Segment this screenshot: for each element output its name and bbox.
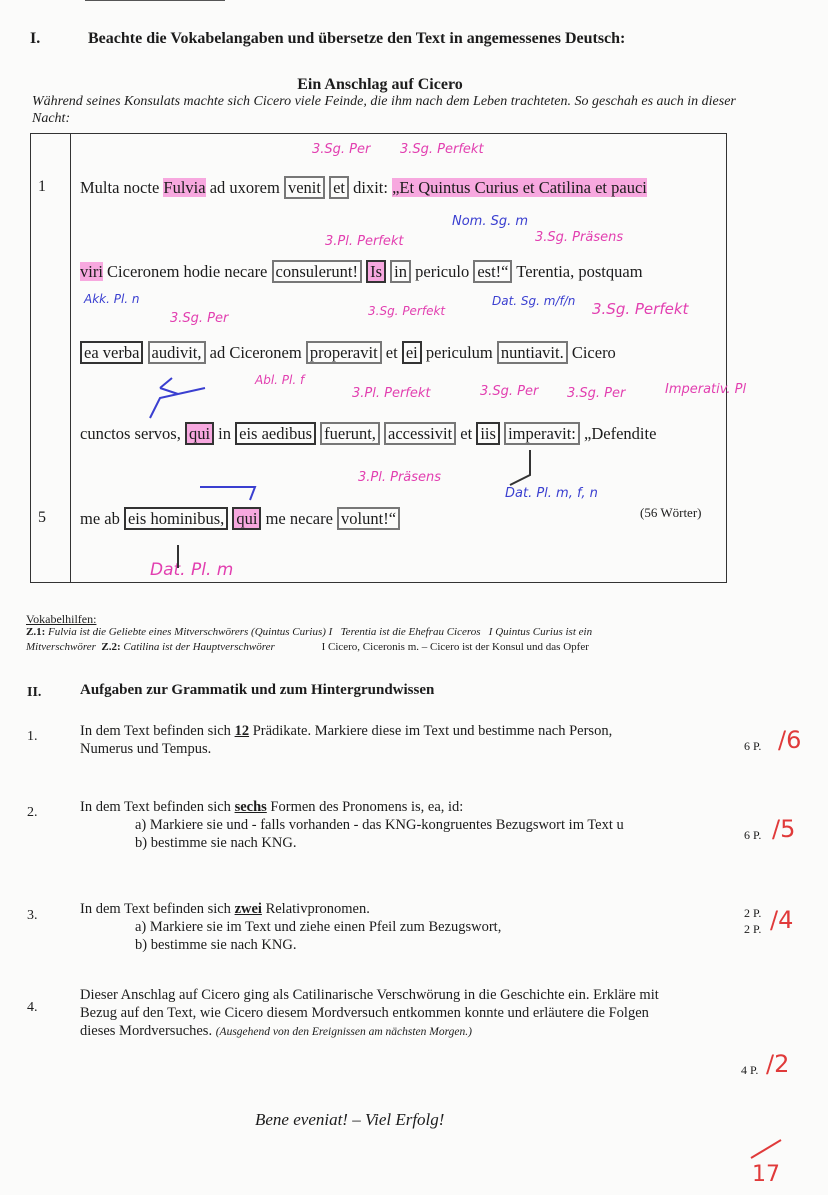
annotation: Dat. Pl. m, f, n xyxy=(505,486,598,501)
line-number-1: 1 xyxy=(38,178,46,195)
vocab-line-1: Z.1: Fulvia ist die Geliebte eines Mitverschwörers (Quintus Curius) I Terentia ist die Ehefrau Ciceros I Quintus Curius ist ein xyxy=(26,626,593,638)
task-4-points: 4 P. xyxy=(741,1063,759,1077)
section2-numeral: II. xyxy=(27,685,42,700)
annotation: 3.Sg. Per xyxy=(312,142,371,157)
relative-pronoun-qui-2: qui xyxy=(232,507,261,530)
task-2-number: 2. xyxy=(27,805,38,820)
annotation: 3.Sg. Perfekt xyxy=(592,300,689,318)
task-3: In dem Text befinden sich zwei Relativpronomen. a) Markiere sie im Text und ziehe einen Pfeil zum Bezugswort, b) bestimme sie nach KNG. xyxy=(80,901,502,953)
task-1-points: 6 P. xyxy=(744,739,762,753)
task-4: Dieser Anschlag auf Cicero ging als Catilinarische Verschwörung in die Geschichte ein. Erkläre mit Bezug auf den Text, wie Cicero diesem Mordversuch entkommen konnte und erläutere die Folgen dieses Mordversuches. (Ausgehend von den Ereignissen am nächsten Morgen.) xyxy=(80,987,659,1039)
predicate-volunt: volunt!“ xyxy=(337,507,400,530)
task-2-points: 6 P. xyxy=(744,828,762,842)
section2-heading: Aufgaben zur Grammatik und zum Hintergrundwissen xyxy=(80,682,435,698)
pronoun-ei: ei xyxy=(402,341,422,364)
annotation: 3.Sg. Präsens xyxy=(535,230,624,245)
predicate-imperavit: imperavit: xyxy=(504,422,580,445)
annotation: 3.Pl. Präsens xyxy=(358,470,442,485)
annotation: 3.Pl. Perfekt xyxy=(325,234,404,249)
latin-line-2: viri Ciceronem hodie necare consulerunt! Is in periculo est!“ Terentia, postquam xyxy=(80,262,643,281)
annotation: 3.Sg. Perfekt xyxy=(400,142,484,157)
latin-line-1: Multa nocte Fulvia ad uxorem venit et dixit: „Et Quintus Curius et Catilina et pauci xyxy=(80,178,647,197)
task-1-number: 1. xyxy=(27,729,38,744)
word-in: in xyxy=(390,260,411,283)
predicate-properavit: properavit xyxy=(306,341,382,364)
vocab-heading: Vokabelhilfen: xyxy=(26,612,97,626)
latin-line-3: ea verba audivit, ad Ciceronem properavit et ei periculum nuntiavit. Cicero xyxy=(80,343,616,363)
task-1-score: /6 xyxy=(778,726,802,754)
highlight-speech: „Et Quintus Curius et Catilina et pauci xyxy=(392,178,647,197)
pronoun-is: Is xyxy=(366,260,386,283)
section1-instruction: Beachte die Vokabelangaben und übersetze den Text in angemessenes Deutsch: xyxy=(88,30,626,47)
task-3-score: /4 xyxy=(770,906,794,934)
predicate-accessivit: accessivit xyxy=(384,422,456,445)
word-fulvia: Fulvia xyxy=(163,178,206,197)
predicate-fuerunt: fuerunt, xyxy=(320,422,380,445)
annotation: Abl. Pl. f xyxy=(255,373,305,387)
section1-numeral: I. xyxy=(30,30,41,47)
vocab-line-2: Mitverschwörer Z.2: Catilina ist der Hauptverschwörer I Cicero, Ciceronis m. – Cicero ist der Konsul und das Opfer xyxy=(26,641,589,653)
task-3-points-b: 2 P. xyxy=(744,922,762,936)
task-2-score: /5 xyxy=(772,815,796,843)
word-et: et xyxy=(329,176,349,199)
annotation: 3.Sg. Perfekt xyxy=(368,304,446,318)
annotation: 3.Pl. Perfekt xyxy=(352,386,431,401)
task-2: In dem Text befinden sich sechs Formen des Pronomens is, ea, id: a) Markiere sie und - falls vorhanden - das KNG-kongruentes Bezugswort im Text u b) bestimme sie nach KNG. xyxy=(80,799,624,851)
predicate-nuntiavit: nuntiavit. xyxy=(497,341,568,364)
latin-line-5: me ab eis hominibus, qui me necare volunt!“ xyxy=(80,509,400,529)
text-title: Ein Anschlag auf Cicero xyxy=(297,76,463,93)
annotation: Dat. Sg. m/f/n xyxy=(492,294,576,308)
task-3-points-a: 2 P. xyxy=(744,906,762,920)
closing-wish: Bene eveniat! – Viel Erfolg! xyxy=(255,1110,445,1129)
word-count: (56 Wörter) xyxy=(640,505,702,520)
predicate-est: est!“ xyxy=(473,260,512,283)
annotation: 3.Sg. Per xyxy=(170,311,229,326)
task-4-score: /2 xyxy=(766,1050,790,1078)
predicate-venit: venit xyxy=(284,176,325,199)
line-number-5: 5 xyxy=(38,509,46,526)
annotation: 3.Sg. Per xyxy=(480,384,539,399)
pronoun-eis-hominibus: eis hominibus, xyxy=(124,507,228,530)
pronoun-eis-aedibus: eis aedibus xyxy=(235,422,316,445)
task-1: In dem Text befinden sich 12 Prädikate. Markiere diese im Text und bestimme nach Person, Numerus und Tempus. xyxy=(80,723,613,757)
annotation: Akk. Pl. n xyxy=(84,292,140,306)
word-viri: viri xyxy=(80,262,103,281)
task-4-number: 4. xyxy=(27,1000,38,1015)
annotation: Nom. Sg. m xyxy=(452,214,529,229)
total-score: 17 xyxy=(752,1162,780,1187)
task-3-number: 3. xyxy=(27,908,38,923)
annotation: Imperativ. Pl xyxy=(665,382,747,397)
predicate-consulerunt: consulerunt! xyxy=(272,260,362,283)
pronoun-ea-verba: ea verba xyxy=(80,341,143,364)
annotation: 3.Sg. Per xyxy=(567,386,626,401)
pronoun-iis: iis xyxy=(476,422,500,445)
total-score-mark xyxy=(745,1136,790,1162)
predicate-audivit: audivit, xyxy=(148,341,206,364)
annotation: Dat. Pl. m xyxy=(150,560,234,580)
relative-pronoun-qui: qui xyxy=(185,422,214,445)
intro-text: Während seines Konsulats machte sich Cicero viele Feinde, die ihm nach dem Leben trachteten. So geschah es auch in dieser Nacht: xyxy=(32,94,736,126)
latin-line-4: cunctos servos, qui in eis aedibus fuerunt, accessivit et iis imperavit: „Defendite xyxy=(80,424,657,443)
